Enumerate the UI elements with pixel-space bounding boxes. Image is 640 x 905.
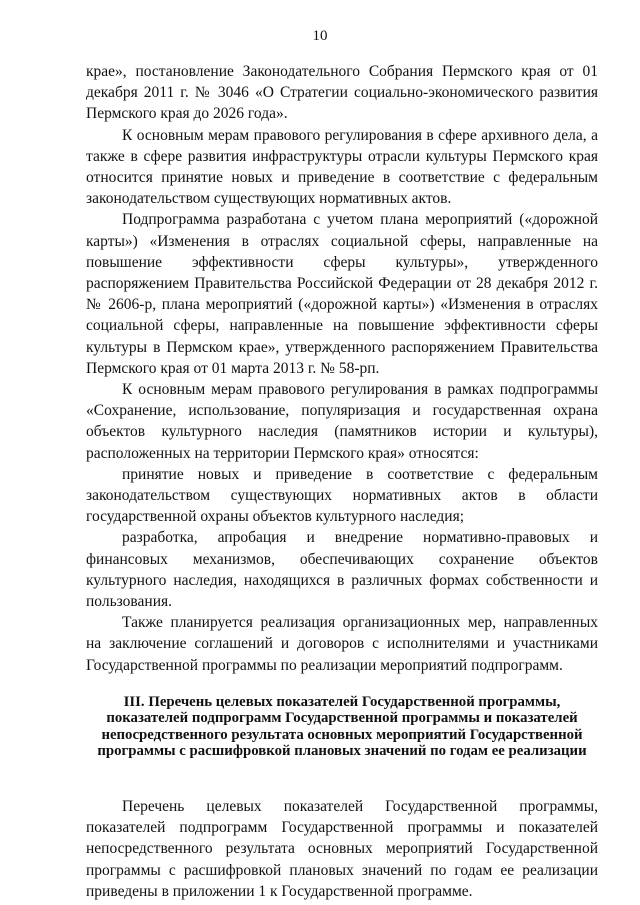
section-heading-line: программы с расшифровкой плановых значений по годам ее реализации xyxy=(97,743,587,760)
paragraph-measure-1: принятие новых и приведение в соответствие с федеральным законодательством существующих нормативных актов в области государственной охраны объектов культурного наследия; xyxy=(86,465,598,526)
paragraph-measure-2: разработка, апробация и внедрение нормативно-правовых и финансовых механизмов, обеспечивающих сохранение объектов культурного наследия, находящихся в различных формах собственности и пользования. xyxy=(86,529,598,611)
paragraph-continuation: крае», постановление Законодательного Собрания Пермского края от 01 декабря 2011 г. № 3046 «О Стратегии социально-экономического развития Пермского края до 2026 года». xyxy=(86,63,598,123)
section-heading-line: III. Перечень целевых показателей Государственной программы, xyxy=(123,693,561,710)
section-heading-line: непосредственного результата основных мероприятий Государственной xyxy=(101,726,583,743)
paragraph-archive-regulation: К основным мерам правового регулирования в сфере архивного дела, а также в сфере развития инфраструктуры отрасли культуры Пермского края относится принятие новых и приведение в соответствие с федеральным законодательством существующих нормативных актов. xyxy=(86,126,598,208)
section-heading xyxy=(86,694,598,760)
paragraph-organizational: Также планируется реализация организационных мер, направленных на заключение соглашений и договоров с исполнителями и участниками Государственной программы по реализации мероприятий подпрограмм. xyxy=(86,614,598,674)
paragraph-indicators-list: Перечень целевых показателей Государственной программы, показателей подпрограмм Государственной программы и показателей непосредственного результата основных мероприятий Государственной программы с расшифровкой плановых значений по годам ее реализации приведены в приложении 1 к Государственной программе. xyxy=(86,797,598,900)
paragraph-heritage-measures: К основным мерам правового регулирования в рамках подпрограммы «Сохранение, использование, популяризация и государственная охрана объектов культурного наследия (памятников истории и культуры), расположенных на территории Пермского края» относятся: xyxy=(86,381,598,462)
page-number: 10 xyxy=(312,28,328,44)
page-body xyxy=(86,61,598,902)
paragraph-roadmap: Подпрограмма разработана с учетом плана мероприятий («дорожной карты») «Изменения в отраслях социальной сферы, направленные на повышение эффективности сферы культуры», утвержденного распоряжением Правительства Российской Федерации от 28 декабря 2012 г. № 2606-р, плана мероприятий («дорожной карты») «Изменения в отраслях социальной сферы, направленные на повышение эффективности сферы культуры в Пермском крае», утвержденного распоряжением Правительства Пермского края от 01 марта 2013 г. № 58-рп. xyxy=(86,211,598,377)
section-heading-line: показателей подпрограмм Государственной программы и показателей xyxy=(106,710,578,727)
